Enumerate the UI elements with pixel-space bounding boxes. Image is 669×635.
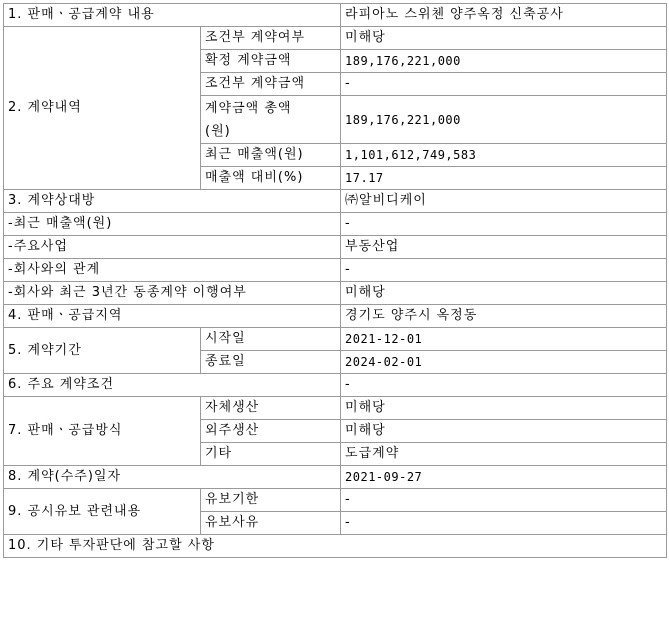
row-label: -회사와의 관계 xyxy=(4,259,341,282)
row-value: 2021-09-27 xyxy=(341,466,667,489)
table-row xyxy=(4,190,667,213)
sub-label: 자체생산 xyxy=(201,397,341,420)
sub-label: 기타 xyxy=(201,443,341,466)
row-value: 도급계약 xyxy=(341,443,667,466)
table-row xyxy=(4,328,667,351)
sub-label: 조건부 계약여부 xyxy=(201,27,341,50)
sub-label: 시작일 xyxy=(201,328,341,351)
row-label: 4. 판매ㆍ공급지역 xyxy=(4,305,341,328)
table-row xyxy=(4,466,667,489)
sub-label: 계약금액 총액 (원) xyxy=(201,96,341,144)
table-row xyxy=(4,236,667,259)
table-row xyxy=(4,489,667,512)
sub-label: 조건부 계약금액 xyxy=(201,73,341,96)
row-label: -최근 매출액(원) xyxy=(4,213,341,236)
row-label: -주요사업 xyxy=(4,236,341,259)
row-value: 경기도 양주시 옥정동 xyxy=(341,305,667,328)
table-row xyxy=(4,4,667,27)
row-value: 189,176,221,000 xyxy=(341,96,667,144)
row-label: 1. 판매ㆍ공급계약 내용 xyxy=(4,4,341,27)
row-label: 6. 주요 계약조건 xyxy=(4,374,341,397)
group-label: 5. 계약기간 xyxy=(4,328,201,374)
row-label: 3. 계약상대방 xyxy=(4,190,341,213)
row-value: 미해당 xyxy=(341,397,667,420)
row-label: 8. 계약(수주)일자 xyxy=(4,466,341,489)
sub-label: 유보사유 xyxy=(201,512,341,535)
table-row xyxy=(4,397,667,420)
table-row xyxy=(4,213,667,236)
row-value: - xyxy=(341,489,667,512)
row-value: 1,101,612,749,583 xyxy=(341,144,667,167)
group-label: 9. 공시유보 관련내용 xyxy=(4,489,201,535)
row-value: - xyxy=(341,512,667,535)
row-value: 189,176,221,000 xyxy=(341,50,667,73)
contract-disclosure-table xyxy=(3,3,667,558)
row-value: 미해당 xyxy=(341,420,667,443)
sub-label: 최근 매출액(원) xyxy=(201,144,341,167)
row-value: ㈜알비디케이 xyxy=(341,190,667,213)
table-row xyxy=(4,535,667,558)
row-value: 2024-02-01 xyxy=(341,351,667,374)
group-label: 7. 판매ㆍ공급방식 xyxy=(4,397,201,466)
row-value: 미해당 xyxy=(341,27,667,50)
sub-label: 매출액 대비(%) xyxy=(201,167,341,190)
row-value: 부동산업 xyxy=(341,236,667,259)
row-value: - xyxy=(341,374,667,397)
sub-label: 종료일 xyxy=(201,351,341,374)
table-row xyxy=(4,27,667,50)
table-row xyxy=(4,282,667,305)
row-label: 10. 기타 투자판단에 참고할 사항 xyxy=(4,535,667,558)
table-row xyxy=(4,259,667,282)
row-value: 라피아노 스위첸 양주옥정 신축공사 xyxy=(341,4,667,27)
row-value: - xyxy=(341,259,667,282)
row-value: - xyxy=(341,73,667,96)
sub-label: 확정 계약금액 xyxy=(201,50,341,73)
row-value: 미해당 xyxy=(341,282,667,305)
row-label: -회사와 최근 3년간 동종계약 이행여부 xyxy=(4,282,341,305)
row-value: - xyxy=(341,213,667,236)
table-row xyxy=(4,305,667,328)
row-value: 17.17 xyxy=(341,167,667,190)
group-label: 2. 계약내역 xyxy=(4,27,201,190)
sub-label: 외주생산 xyxy=(201,420,341,443)
row-value: 2021-12-01 xyxy=(341,328,667,351)
table-row xyxy=(4,374,667,397)
sub-label: 유보기한 xyxy=(201,489,341,512)
